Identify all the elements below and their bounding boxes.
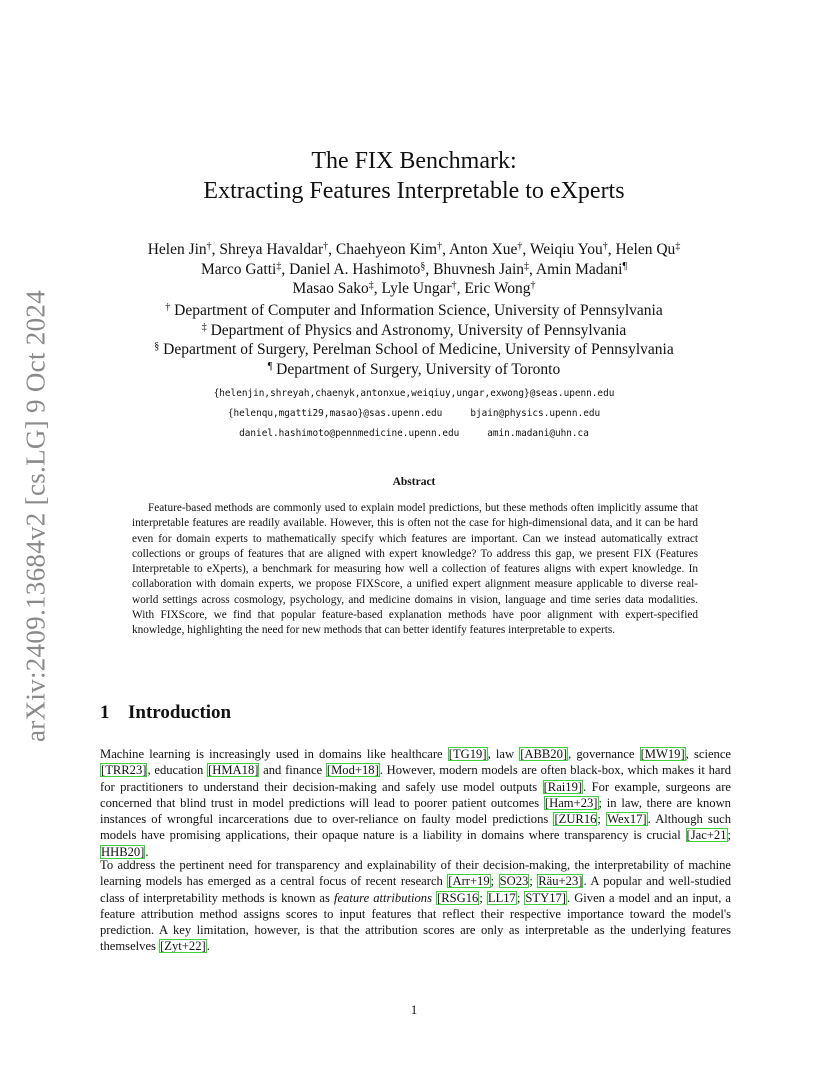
affiliation-mark: ‡ — [524, 260, 529, 272]
citation-link[interactable]: [Mod+18] — [326, 763, 379, 778]
affiliation-line — [100, 360, 728, 380]
affiliation-mark: ¶ — [267, 360, 273, 372]
paper-title-line-1: The FIX Benchmark: — [311, 148, 517, 174]
citation-link[interactable]: LL17 — [487, 890, 516, 905]
author-name: Weiqiu You — [529, 241, 603, 258]
affiliation-mark: † — [206, 241, 212, 252]
abstract-heading: Abstract — [392, 476, 436, 488]
affiliation-mark: † — [517, 241, 523, 252]
email-row — [100, 424, 728, 444]
author-name: Masao Sako — [292, 280, 369, 297]
affiliation-mark: ‡ — [675, 241, 681, 252]
affiliation-list — [100, 301, 728, 379]
author-name: Marco Gatti — [201, 260, 277, 278]
author-name: Anton Xue — [448, 241, 518, 258]
author-name: Daniel A. Hashimoto — [289, 260, 421, 278]
citation-link[interactable]: [Ham+23] — [544, 795, 598, 810]
citation-link[interactable]: [Rai19] — [543, 779, 583, 794]
citation-link[interactable]: [MW19] — [640, 747, 685, 761]
arxiv-stamp: arXiv:2409.13684v2 [cs.LG] 9 Oct 2024 — [20, 289, 51, 743]
section-title: Introduction — [128, 702, 232, 723]
section-number: 1 — [100, 702, 110, 723]
author-line: Masao Sako‡, Lyle Ungar†, Eric Wong† — [292, 280, 536, 297]
affiliation-mark: § — [420, 260, 426, 272]
affiliation-mark: † — [323, 241, 329, 252]
affiliation-text: Department of Surgery, Perelman School of Medicine, University of Pennsylvania — [163, 341, 674, 358]
affiliation-mark: † — [530, 280, 536, 291]
author-name: Bhuvnesh Jain — [433, 260, 524, 278]
affiliation-mark: ‡ — [276, 260, 282, 272]
email-address[interactable]: {helenjin,shreyah,chaenyk,antonxue,weiqiuy,ungar,exwong}@seas.upenn.edu — [213, 388, 615, 399]
page-number: 1 — [410, 1003, 418, 1017]
citation-link[interactable]: [TRR23] — [101, 763, 147, 778]
citation-link[interactable]: [RSG16 — [437, 890, 479, 905]
author-line: Marco Gatti‡, Daniel A. Hashimoto§, Bhuvnesh Jain‡, Amin Madani¶ — [201, 260, 627, 278]
email-row — [100, 404, 728, 424]
citation-link[interactable]: [Arr+19 — [448, 874, 490, 889]
emphasis-term: feature attributions — [333, 890, 432, 905]
affiliation-text: Department of Computer and Information Science, University of Pennsylvania — [174, 302, 663, 319]
email-address[interactable]: daniel.hashimoto@pennmedicine.upenn.edu — [239, 428, 460, 439]
citation-link[interactable]: HHB20] — [101, 844, 145, 859]
author-name: Eric Wong — [464, 280, 531, 297]
citation-link[interactable]: Räu+23] — [538, 874, 583, 889]
intro-paragraph-2: To address the pertinent need for transparency and explainability of their decision-making, the interpretability of machine learning models has emerged as a central focus of recent research [Arr+19; SO23; Räu+23]. A popular and well-studied class of interpretability methods is known as feature attributions [RSG16; LL17; STY17]. Given a model and an input, a feature attribution method assigns scores to input features that reflect their respective importance toward the model's prediction. A key limitation, however, is that the attribution scores are only as interpretable as the underlying features themselves [Zyt+22]. — [100, 858, 731, 954]
citation-link[interactable]: [TG19] — [448, 747, 487, 761]
citation-link[interactable]: [HMA18] — [208, 763, 259, 778]
affiliation-mark: ‡ — [368, 280, 374, 291]
abstract-text: Feature-based methods are commonly used to explain model predictions, but these methods often implicitly assume that interpretable features are readily available. However, this is often not the case for high-dimensional data, and it can be hard even for domain experts to mathematically specify which features are important. Can we instead automatically extract collections or groups of features that are aligned with expert knowledge? To address this gap, we present FIX (Features Interpretable to eXperts), a benchmark for measuring how well a collection of features aligns with expert knowledge. In collaboration with domain experts, we propose FIXScore, a unified expert alignment measure applicable to diverse real-world settings across cosmology, psychology, and medicine domains in vision, language and time series data modalities. With FIXScore, we find that popular feature-based explanation methods have poor alignment with expert-specified knowledge, highlighting the need for new methods that can better identify features interpretable to experts. — [132, 502, 698, 637]
citation-link[interactable]: [ABB20] — [520, 747, 568, 761]
affiliation-mark: ‡ — [201, 321, 207, 333]
affiliation-line — [100, 301, 728, 321]
section-heading — [100, 702, 231, 724]
affiliation-mark: † — [437, 241, 443, 252]
affiliation-text: Department of Surgery, University of Toronto — [276, 360, 561, 378]
citation-link[interactable]: Wex17] — [607, 812, 647, 827]
email-address[interactable]: bjain@physics.upenn.edu — [470, 408, 601, 419]
affiliation-line — [100, 340, 728, 360]
author-list — [100, 240, 728, 299]
citation-link[interactable]: [Zyt+22] — [160, 939, 206, 954]
citation-link[interactable]: [ZUR16 — [554, 812, 597, 827]
affiliation-mark: † — [451, 280, 457, 291]
author-name: Helen Jin — [147, 241, 207, 258]
citation-link[interactable]: STY17] — [525, 890, 566, 905]
citation-link[interactable]: [Jac+21 — [686, 828, 727, 843]
paper-title-line-2: Extracting Features Interpretable to eXperts — [203, 178, 625, 204]
affiliation-mark: ¶ — [622, 260, 627, 272]
author-name: Shreya Havaldar — [219, 241, 324, 258]
author-name: Lyle Ungar — [381, 280, 452, 297]
affiliation-line — [100, 321, 728, 341]
intro-paragraph-1: Machine learning is increasingly used in domains like healthcare [TG19], law [ABB20], governance [MW19], science [TRR23], education [HMA18] and finance [Mod+18]. However, modern models are often black-box, which makes it hard for practitioners to understand their decision-making and safely use model outputs [Rai19]. For example, surgeons are concerned that blind trust in model predictions will lead to poorer patient outcomes [Ham+23]; in law, there are known instances of wrongful incarcerations due to over-reliance on faulty model predictions [ZUR16; Wex17]. Although such models have promising applications, their opaque nature is a liability in domains where transparency is crucial [Jac+21; HHB20]. — [100, 747, 732, 859]
affiliation-mark: † — [602, 241, 608, 252]
affiliation-mark: § — [154, 341, 160, 352]
email-row — [100, 384, 728, 404]
email-list — [100, 384, 728, 444]
citation-link[interactable]: SO23 — [499, 874, 529, 889]
author-name: Helen Qu — [615, 241, 676, 258]
author-name: Chaehyeon Kim — [335, 241, 438, 258]
affiliation-mark: † — [165, 302, 171, 313]
author-name: Amin Madani — [535, 260, 623, 278]
email-address[interactable]: amin.madani@uhn.ca — [487, 428, 589, 439]
email-address[interactable]: {helenqu,mgatti29,masao}@sas.upenn.edu — [227, 408, 443, 419]
affiliation-text: Department of Physics and Astronomy, University of Pennsylvania — [210, 321, 627, 339]
author-line: Helen Jin†, Shreya Havaldar†, Chaehyeon Kim†, Anton Xue†, Weiqiu You†, Helen Qu‡ — [147, 241, 681, 258]
